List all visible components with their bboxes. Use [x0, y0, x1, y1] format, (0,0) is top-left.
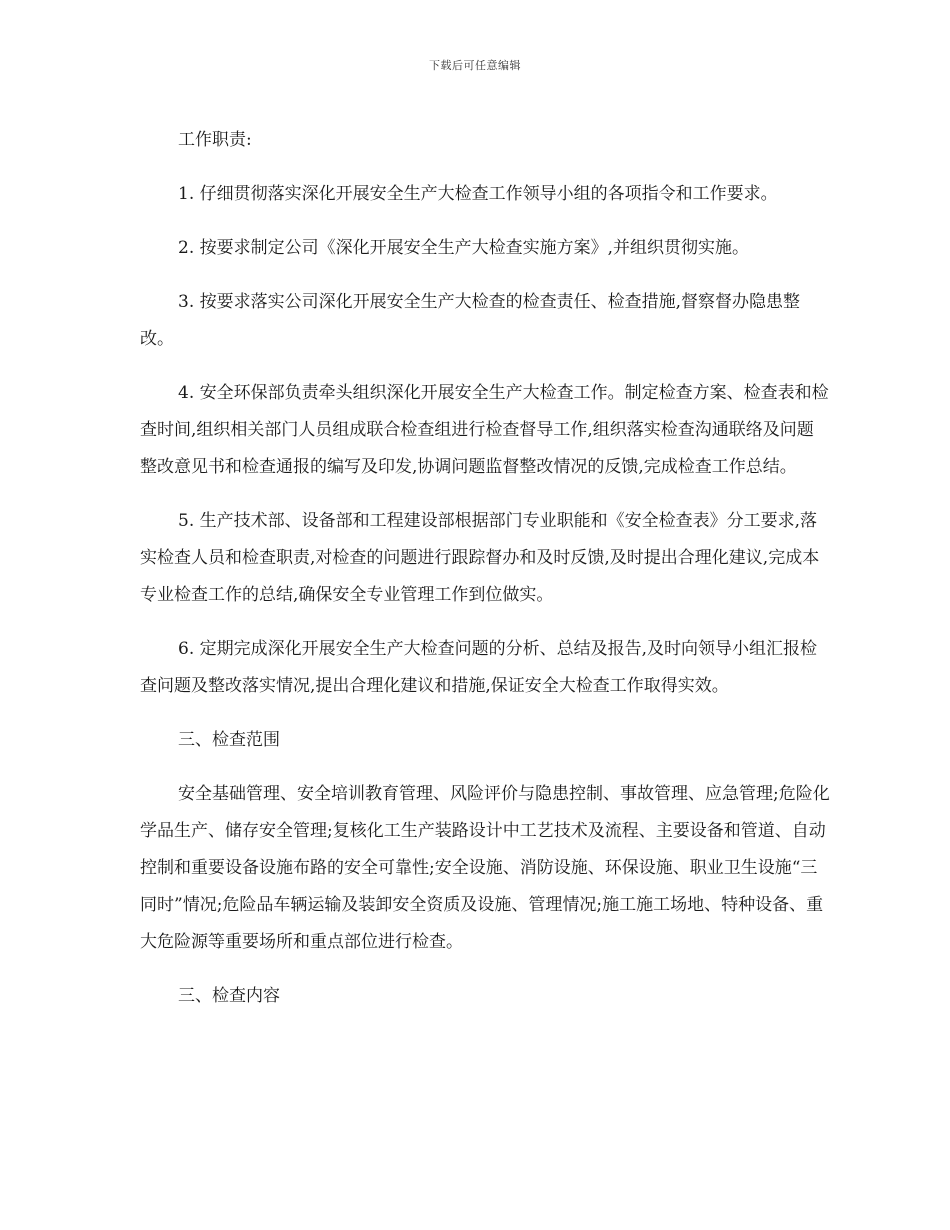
inspection-scope-text: 安全基础管理、安全培训教育管理、风险评价与隐患控制、事故管理、应急管理;危险化学品生产、储存安全管理;复核化工生产装路设计中工艺技术及流程、主要设备和管道、自动控制和重要设备设施布路的安全可靠性;安全设施、消防设施、环保设施、职业卫生设施“三同时”情况;危险品车辆运输及装卸安全资质及设施、管理情况;施工施工场地、特种设备、重大危险源等重要场所和重点部位进行检查。: [140, 784, 830, 952]
responsibility-item-4: 4. 安全环保部负责牵头组织深化开展安全生产大检查工作。制定检查方案、检查表和检查时间,组织相关部门人员组成联合检查组进行检查督导工作,组织落实检查沟通联络及问题整改意见书和检查通报的编写及印发,协调问题监督整改情况的反馈,完成检查工作总结。: [140, 383, 829, 477]
responsibility-item-3: 3. 按要求落实公司深化开展安全生产大检查的检查责任、检查措施,督察督办隐患整改。: [140, 292, 801, 349]
responsibility-item-2: 2. 按要求制定公司《深化开展安全生产大检查实施方案》,并组织贯彻实施。: [178, 238, 750, 258]
document-body: [140, 122, 830, 1032]
section-heading-inspection-content: 三、检查内容: [178, 986, 280, 1006]
download-editable-note: 下载后可任意编辑: [429, 59, 521, 72]
section-heading-inspection-scope: 三、检查范围: [178, 730, 280, 750]
responsibility-item-5: 5. 生产技术部、设备部和工程建设部根据部门专业职能和《安全检查表》分工要求,落实检查人员和检查职责,对检查的问题进行跟踪督办和及时反馈,及时提出合理化建议,完成本专业检查工作的总结,确保安全专业管理工作到位做实。: [140, 511, 820, 605]
responsibility-item-1: 1. 仔细贯彻落实深化开展安全生产大检查工作领导小组的各项指令和工作要求。: [178, 184, 778, 204]
section-label-responsibilities: 工作职责:: [178, 130, 252, 150]
responsibility-item-6: 6. 定期完成深化开展安全生产大检查问题的分析、总结及报告,及时向领导小组汇报检查问题及整改落实情况,提出合理化建议和措施,保证安全大检查工作取得实效。: [140, 639, 818, 696]
